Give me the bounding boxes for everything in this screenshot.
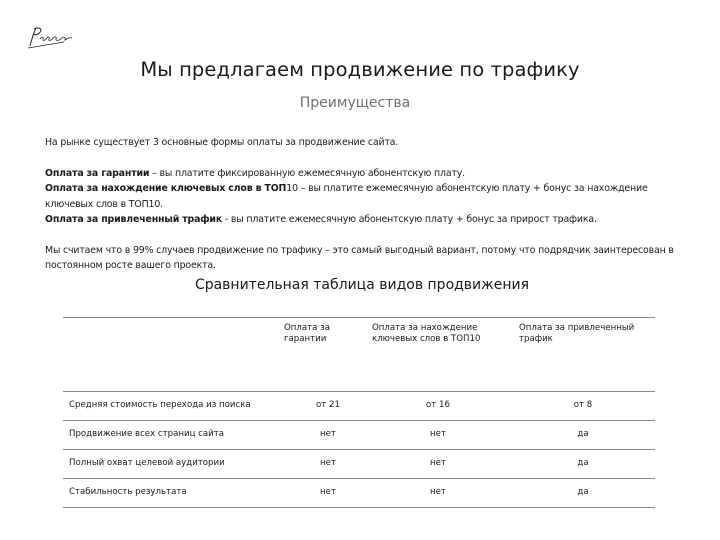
cell-guarantee: от 21 — [316, 400, 340, 410]
table-row — [63, 421, 655, 450]
header-guarantee: Оплата за гарантии — [284, 323, 330, 344]
cell-traffic: да — [577, 429, 589, 439]
comparison-table — [63, 317, 655, 508]
cell-guarantee: нет — [320, 429, 336, 439]
conclusion-paragraph: Мы считаем что в 99% случаев продвижение по трафику – это самый выгодный вариант, потому что подрядчик заинтересован в постоянном росте вашего проекта. — [45, 244, 674, 272]
table-row — [63, 450, 655, 479]
page-title: Мы предлагаем продвижение по трафику — [140, 58, 580, 81]
cell-traffic: да — [577, 487, 589, 497]
cell-top10: нет — [430, 458, 446, 468]
signature-logo — [24, 24, 76, 50]
table-title: Сравнительная таблица видов продвижения — [194, 277, 530, 293]
table-row — [63, 479, 655, 508]
header-top10: Оплата за нахождение ключевых слов в ТОП10 — [372, 323, 481, 344]
cell-traffic: от 8 — [573, 400, 593, 410]
form-top10: Оплата за нахождение ключевых слов в ТОП10 – вы платите ежемесячную абонентскую плату + бонус за нахождение ключевых слов в ТОП10. — [45, 183, 648, 210]
row-label: Полный охват целевой аудитории — [69, 458, 225, 468]
intro-paragraph: На рынке существует 3 основные формы оплаты за продвижение сайта. — [45, 137, 399, 148]
table-row — [63, 392, 655, 421]
form-guarantee: Оплата за гарантии – вы платите фиксированную ежемесячную абонентскую плату. — [45, 167, 465, 179]
cell-top10: нет — [430, 487, 446, 497]
cell-traffic: да — [577, 458, 589, 468]
row-label: Средняя стоимость перехода из поиска — [69, 400, 251, 410]
cell-guarantee: нет — [320, 487, 336, 497]
form-traffic: Оплата за привлеченный трафик - вы платите ежемесячную абонентскую плату + бонус за прирост трафика. — [45, 214, 597, 226]
table-header-row — [63, 318, 655, 392]
page-subtitle: Преимущества — [299, 95, 411, 111]
cell-top10: от 16 — [426, 400, 450, 410]
header-traffic: Оплата за привлеченный трафик — [519, 323, 635, 344]
row-label: Стабильность результата — [69, 487, 187, 497]
cell-top10: нет — [430, 429, 446, 439]
row-label: Продвижение всех страниц сайта — [69, 429, 224, 439]
description-text — [45, 135, 685, 274]
cell-guarantee: нет — [320, 458, 336, 468]
